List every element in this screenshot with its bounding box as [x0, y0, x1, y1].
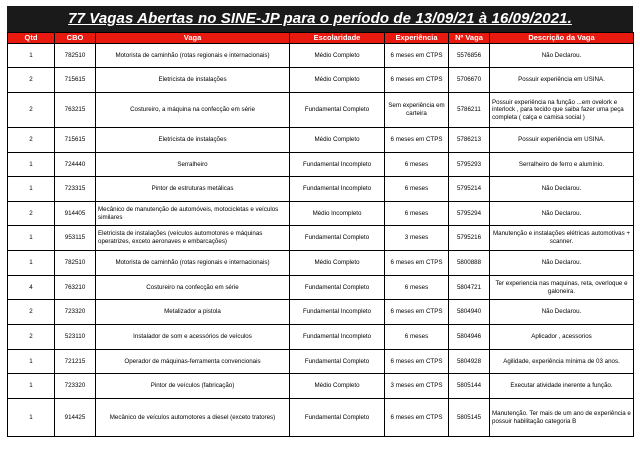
cell-descricao: Serralheiro de ferro e alumínio. — [490, 153, 634, 177]
cell-vaga: Metalizador a pistola — [96, 300, 290, 325]
cell-escolaridade: Fundamental Incompleto — [290, 177, 385, 202]
header-descricao: Descrição da Vaga — [490, 33, 634, 44]
cell-nvaga: 5804721 — [449, 276, 490, 300]
cell-qtd: 2 — [8, 325, 55, 350]
table-row — [8, 202, 634, 226]
cell-experiencia: 6 meses — [385, 325, 449, 350]
cell-escolaridade: Fundamental Completo — [290, 93, 385, 128]
cell-nvaga: 5795216 — [449, 226, 490, 251]
cell-qtd: 4 — [8, 276, 55, 300]
cell-vaga: Motorista de caminhão (rotas regionais e internacionais) — [96, 44, 290, 68]
cell-experiencia: 6 meses em CTPS — [385, 350, 449, 374]
cell-descricao: Não Declarou. — [490, 300, 634, 325]
cell-vaga: Operador de máquinas-ferramenta convencionais — [96, 350, 290, 374]
cell-cbo: 715615 — [55, 68, 96, 93]
cell-experiencia: 6 meses em CTPS — [385, 68, 449, 93]
cell-vaga: Eletricista de instalações — [96, 68, 290, 93]
header-vaga: Vaga — [96, 33, 290, 44]
cell-vaga: Costureiro na confecção em série — [96, 276, 290, 300]
cell-vaga: Eletricista de instalações — [96, 128, 290, 153]
cell-nvaga: 5804940 — [449, 300, 490, 325]
cell-experiencia: 6 meses em CTPS — [385, 251, 449, 276]
page-title: 77 Vagas Abertas no SINE-JP para o período de 13/09/21 à 16/09/2021. — [7, 6, 633, 32]
table-row — [8, 128, 634, 153]
table-row — [8, 350, 634, 374]
table-row — [8, 226, 634, 251]
cell-escolaridade: Fundamental Incompleto — [290, 153, 385, 177]
cell-qtd: 1 — [8, 153, 55, 177]
cell-descricao: Aplicador , acessorios — [490, 325, 634, 350]
cell-descricao: Manutenção e instalações elétricas automotivas + scanner. — [490, 226, 634, 251]
cell-escolaridade: Fundamental Completo — [290, 276, 385, 300]
cell-qtd: 1 — [8, 399, 55, 437]
cell-experiencia: 3 meses — [385, 226, 449, 251]
cell-escolaridade: Médio Incompleto — [290, 202, 385, 226]
cell-qtd: 1 — [8, 226, 55, 251]
cell-experiencia: 6 meses em CTPS — [385, 300, 449, 325]
header-qtd: Qtd — [8, 33, 55, 44]
table-row — [8, 399, 634, 437]
cell-cbo: 723320 — [55, 374, 96, 399]
cell-descricao: Agilidade, experiência mínima de 03 anos. — [490, 350, 634, 374]
cell-vaga: Mecânico de manutenção de automóveis, motocicletas e veículos similares — [96, 202, 290, 226]
cell-nvaga: 5706670 — [449, 68, 490, 93]
cell-experiencia: 6 meses — [385, 153, 449, 177]
cell-descricao: Possuir experiência na função ...em ovelork e interlock , para tecido que saiba fazer uma peça completa ( calça e camisa social ) — [490, 93, 634, 128]
cell-nvaga: 5805144 — [449, 374, 490, 399]
cell-vaga: Pintor de veículos (fabricação) — [96, 374, 290, 399]
table-row — [8, 300, 634, 325]
cell-escolaridade: Fundamental Completo — [290, 350, 385, 374]
table-row — [8, 276, 634, 300]
table-row — [8, 93, 634, 128]
cell-descricao: Executar atividade inerente a função. — [490, 374, 634, 399]
cell-descricao: Não Declarou. — [490, 202, 634, 226]
cell-nvaga: 5795294 — [449, 202, 490, 226]
cell-descricao: Possuir experiência em USINA. — [490, 68, 634, 93]
cell-cbo: 782510 — [55, 44, 96, 68]
cell-nvaga: 5804946 — [449, 325, 490, 350]
cell-vaga: Costureiro, a máquina na confecção em série — [96, 93, 290, 128]
cell-escolaridade: Fundamental Incompleto — [290, 325, 385, 350]
cell-cbo: 782510 — [55, 251, 96, 276]
cell-nvaga: 5786211 — [449, 93, 490, 128]
cell-qtd: 2 — [8, 68, 55, 93]
cell-nvaga: 5804928 — [449, 350, 490, 374]
cell-experiencia: 6 meses — [385, 202, 449, 226]
cell-cbo: 723320 — [55, 300, 96, 325]
cell-escolaridade: Médio Completo — [290, 374, 385, 399]
cell-qtd: 1 — [8, 350, 55, 374]
cell-qtd: 2 — [8, 93, 55, 128]
cell-vaga: Serralheiro — [96, 153, 290, 177]
cell-experiencia: 6 meses em CTPS — [385, 128, 449, 153]
cell-experiencia: 6 meses — [385, 177, 449, 202]
cell-descricao: Não Declarou. — [490, 251, 634, 276]
cell-cbo: 763210 — [55, 276, 96, 300]
cell-vaga: Motorista de caminhão (rotas regionais e internacionais) — [96, 251, 290, 276]
cell-descricao: Não Declarou. — [490, 44, 634, 68]
table-header-row — [8, 33, 634, 44]
cell-escolaridade: Médio Completo — [290, 128, 385, 153]
header-nvaga: Nº Vaga — [449, 33, 490, 44]
cell-cbo: 721215 — [55, 350, 96, 374]
cell-nvaga: 5795214 — [449, 177, 490, 202]
cell-escolaridade: Médio Completo — [290, 44, 385, 68]
cell-descricao: Ter experiencia nas maquinas, reta, overloque e galoneira. — [490, 276, 634, 300]
cell-nvaga: 5805145 — [449, 399, 490, 437]
cell-cbo: 953115 — [55, 226, 96, 251]
cell-qtd: 1 — [8, 251, 55, 276]
cell-nvaga: 5786213 — [449, 128, 490, 153]
cell-escolaridade: Fundamental Completo — [290, 399, 385, 437]
cell-nvaga: 5800888 — [449, 251, 490, 276]
cell-qtd: 1 — [8, 177, 55, 202]
cell-qtd: 1 — [8, 44, 55, 68]
cell-cbo: 914425 — [55, 399, 96, 437]
cell-qtd: 2 — [8, 300, 55, 325]
cell-descricao: Manutenção. Ter mais de um ano de experiência e possuir habilitação categoria B — [490, 399, 634, 437]
cell-experiencia: 6 meses em CTPS — [385, 44, 449, 68]
cell-cbo: 723315 — [55, 177, 96, 202]
cell-experiencia: 6 meses em CTPS — [385, 399, 449, 437]
cell-descricao: Não Declarou. — [490, 177, 634, 202]
cell-cbo: 763215 — [55, 93, 96, 128]
table-row — [8, 251, 634, 276]
cell-cbo: 715615 — [55, 128, 96, 153]
job-listing-sheet — [7, 6, 633, 437]
cell-experiencia: 6 meses — [385, 276, 449, 300]
table-row — [8, 374, 634, 399]
cell-escolaridade: Fundamental Incompleto — [290, 300, 385, 325]
cell-experiencia: 3 meses em CTPS — [385, 374, 449, 399]
cell-descricao: Possuir experiência em USINA. — [490, 128, 634, 153]
cell-qtd: 1 — [8, 374, 55, 399]
cell-qtd: 2 — [8, 128, 55, 153]
cell-vaga: Pintor de estruturas metálicas — [96, 177, 290, 202]
cell-escolaridade: Fundamental Completo — [290, 226, 385, 251]
table-row — [8, 325, 634, 350]
table-row — [8, 44, 634, 68]
table-row — [8, 153, 634, 177]
cell-cbo: 724440 — [55, 153, 96, 177]
cell-cbo: 914405 — [55, 202, 96, 226]
cell-vaga: Instalador de som e acessórios de veículos — [96, 325, 290, 350]
table-row — [8, 177, 634, 202]
table-row — [8, 68, 634, 93]
cell-nvaga: 5795293 — [449, 153, 490, 177]
cell-escolaridade: Médio Completo — [290, 251, 385, 276]
cell-cbo: 523110 — [55, 325, 96, 350]
cell-qtd: 2 — [8, 202, 55, 226]
jobs-table — [7, 32, 634, 437]
header-escolaridade: Escolaridade — [290, 33, 385, 44]
table-body — [8, 44, 634, 437]
cell-escolaridade: Médio Completo — [290, 68, 385, 93]
cell-nvaga: 5576856 — [449, 44, 490, 68]
cell-vaga: Eletricista de instalações (veículos automotores e máquinas operatrizes, exceto aeronaves e embarcações) — [96, 226, 290, 251]
cell-experiencia: Sem experiência em carteira — [385, 93, 449, 128]
header-cbo: CBO — [55, 33, 96, 44]
cell-vaga: Mecânico de veículos automotores a diesel (exceto tratores) — [96, 399, 290, 437]
header-experiencia: Experiência — [385, 33, 449, 44]
